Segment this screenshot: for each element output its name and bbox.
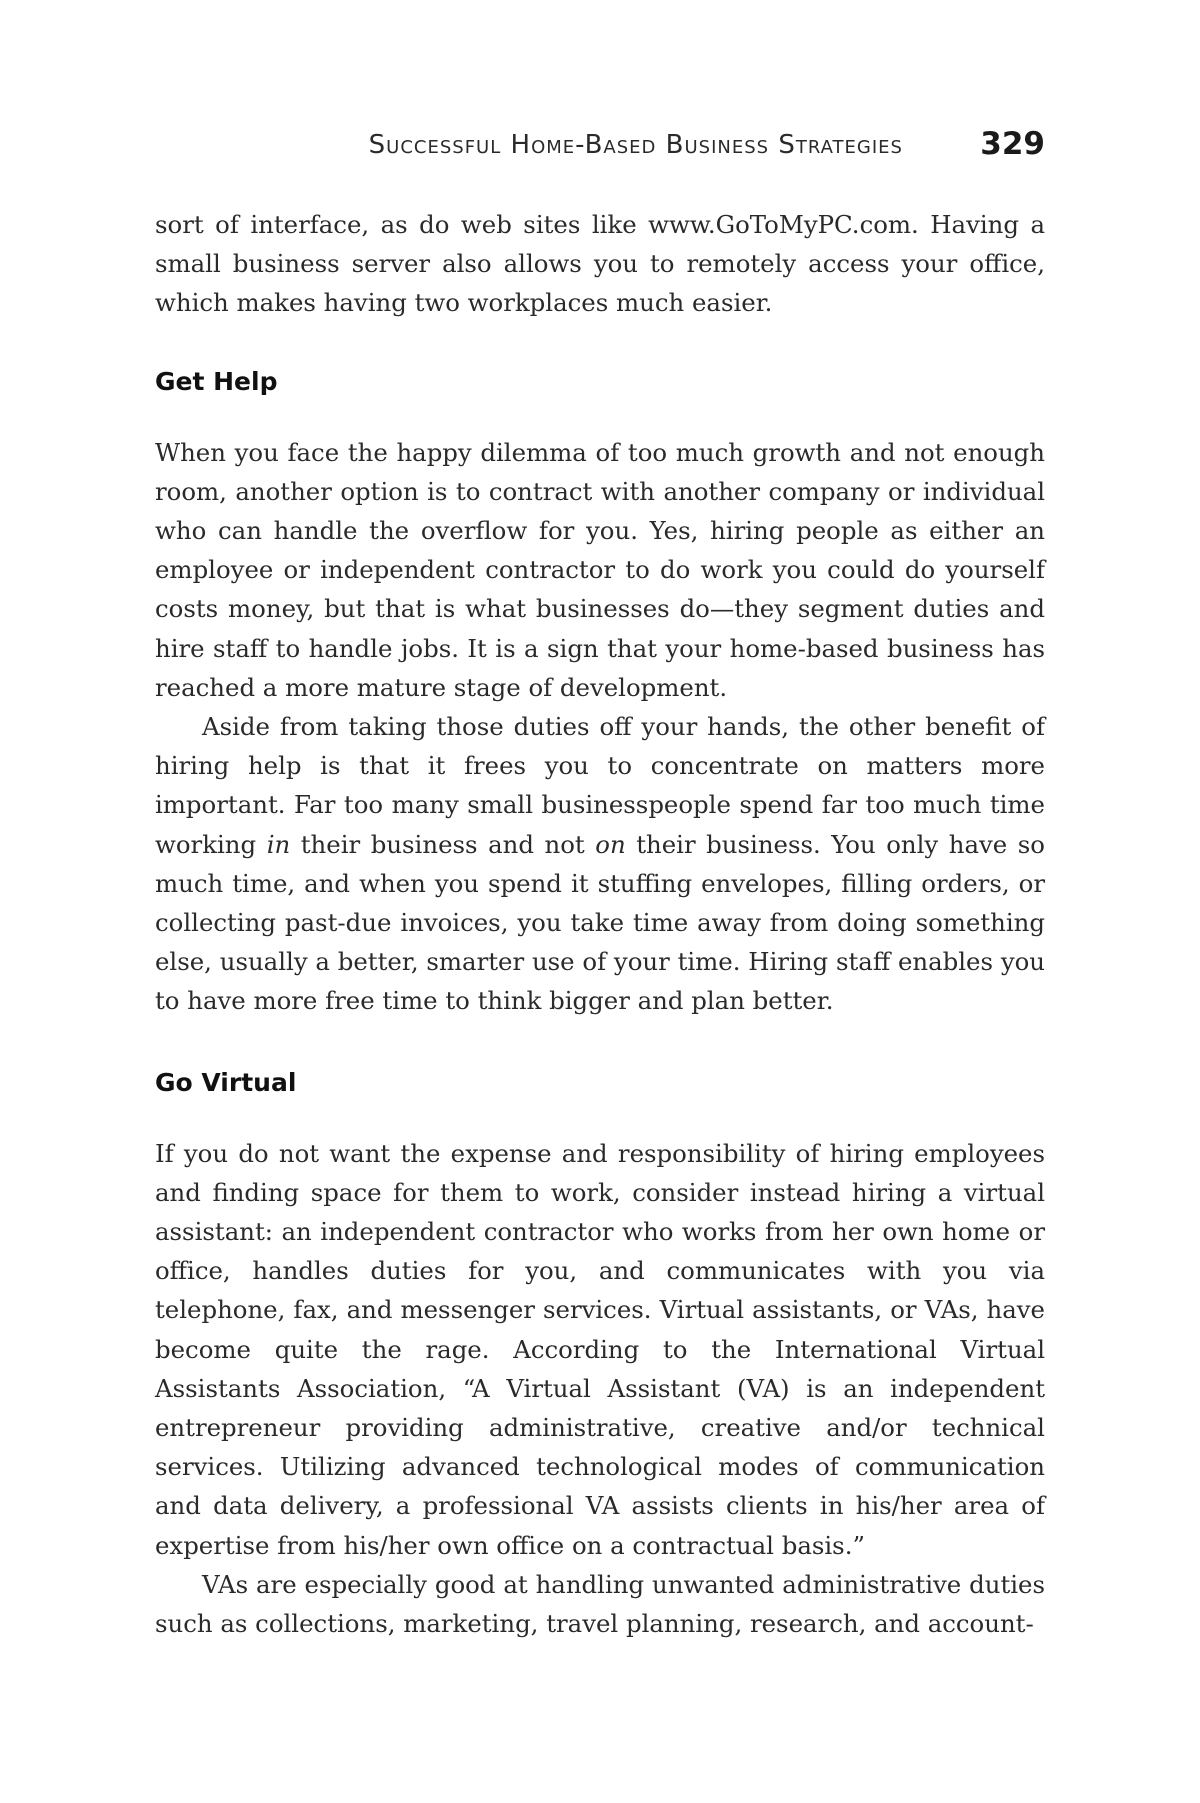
- emphasis-in: in: [266, 829, 291, 859]
- paragraph-intro: sort of interface, as do web sites like www.GoToMyPC.com. Having a small business server also allows you to remotely access your office, which makes having two workplaces much easier.: [155, 210, 1045, 318]
- paragraph-get-help-1: When you face the happy dilemma of too much growth and not enough room, another option is to contract with another company or individual who can handle the overflow for you. Yes, hiring people as either an employee or independent contractor to do work you could do yourself costs money, but that is what businesses do—they segment duties and hire staff to handle jobs. It is a sign that your home-based business has reached a more mature stage of development.: [155, 437, 1045, 702]
- body-text: [155, 205, 1045, 1643]
- paragraph-get-help-2: [155, 707, 1045, 1021]
- paragraph-go-virtual-2: VAs are especially good at handling unwanted administrative duties such as collections, marketing, travel planning, research, and account-: [155, 1569, 1045, 1639]
- page-number: 329: [980, 126, 1045, 162]
- text-run: their business and not: [290, 829, 596, 859]
- text-run: their business. You only have so much time, and when you spend it stuffing envelopes, filling orders, or collecting past-due invoices, you take time away from doing something else, usually a better, smarter use of your time. Hiring staff enables you to have more free time to think bigger and plan better.: [155, 829, 1045, 1016]
- paragraph-go-virtual-1: If you do not want the expense and responsibility of hiring employees and finding space for them to work, consider instead hiring a virtual assistant: an independent contractor who works from her own home or office, handles duties for you, and communicates with you via telephone, fax, and messenger services. Virtual assistants, or VAs, have become quite the rage. According to the International Virtual Assistants Association, “A Virtual Assistant (VA) is an independent entrepreneur providing administrative, creative and/or technical services. Utilizing advanced technological modes of communication and data delivery, a professional VA assists clients in his/her area of expertise from his/her own office on a contractual basis.”: [155, 1138, 1045, 1560]
- running-header: [155, 126, 1045, 166]
- section-heading-get-help: Get Help: [155, 366, 278, 396]
- running-title: Successful Home-Based Business Strategies: [368, 130, 903, 160]
- text-run: Aside from taking those duties off your hands, the other benefit of hiring help is that it frees you to concentrate on matters more important. Far too many small businesspeople spend far too much time working: [155, 712, 1045, 859]
- section-heading-go-virtual: Go Virtual: [155, 1067, 297, 1097]
- emphasis-on: on: [595, 829, 626, 859]
